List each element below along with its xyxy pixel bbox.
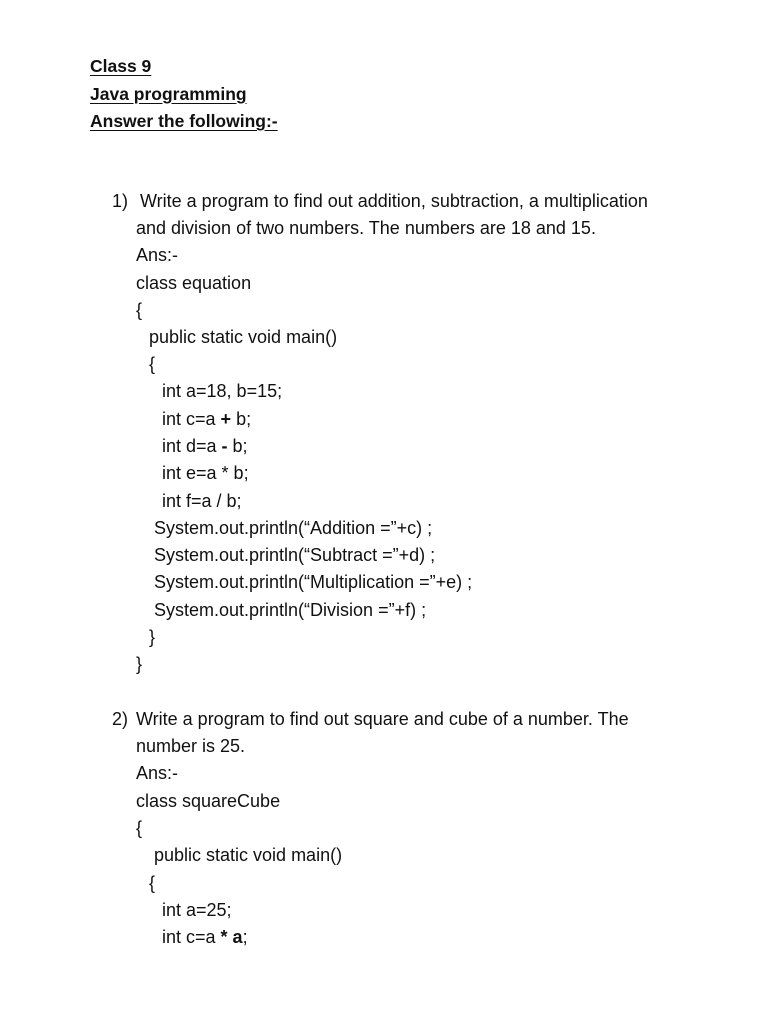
code-line: public static void main() [149, 327, 338, 347]
answer-label: Ans:- [136, 763, 179, 783]
code-line: } [149, 627, 156, 647]
instruction-heading: Answer the following:- [90, 111, 278, 131]
code-line: int e=a * b; [162, 463, 249, 483]
code-line: { [136, 300, 143, 320]
answer-label: Ans:- [136, 245, 179, 265]
question-number: 2) [112, 709, 129, 729]
code-line: int d=a - b; [162, 436, 248, 456]
code-line: System.out.println(“Addition =”+c) ; [154, 518, 433, 538]
code-line: int a=25; [162, 900, 232, 920]
code-line: { [149, 354, 156, 374]
code-line: int c=a + b; [162, 409, 252, 429]
code-line: class equation [136, 273, 252, 293]
subject-heading: Java programming [90, 83, 247, 104]
code-line: int f=a / b; [162, 491, 242, 511]
code-line: class squareCube [136, 791, 281, 811]
question-text: number is 25. [136, 736, 246, 756]
code-line: int a=18, b=15; [162, 381, 283, 401]
code-line: public static void main() [154, 845, 343, 865]
code-line: System.out.println(“Multiplication =”+e) ; [154, 572, 473, 592]
question-text: and division of two numbers. The numbers are 18 and 15. [136, 218, 596, 238]
code-line: { [149, 873, 156, 893]
code-line: { [136, 818, 143, 838]
question-text: Write a program to find out square and cube of a number. The [136, 709, 629, 729]
class-heading: Class 9 [90, 56, 152, 76]
document-header [90, 53, 278, 136]
code-line: int c=a * a; [162, 927, 248, 947]
question-text: Write a program to find out addition, subtraction, a multiplication [140, 191, 648, 211]
question-number: 1) [112, 191, 129, 211]
code-line: } [136, 654, 143, 674]
code-line: System.out.println(“Subtract =”+d) ; [154, 545, 436, 565]
code-line: System.out.println(“Division =”+f) ; [154, 600, 427, 620]
